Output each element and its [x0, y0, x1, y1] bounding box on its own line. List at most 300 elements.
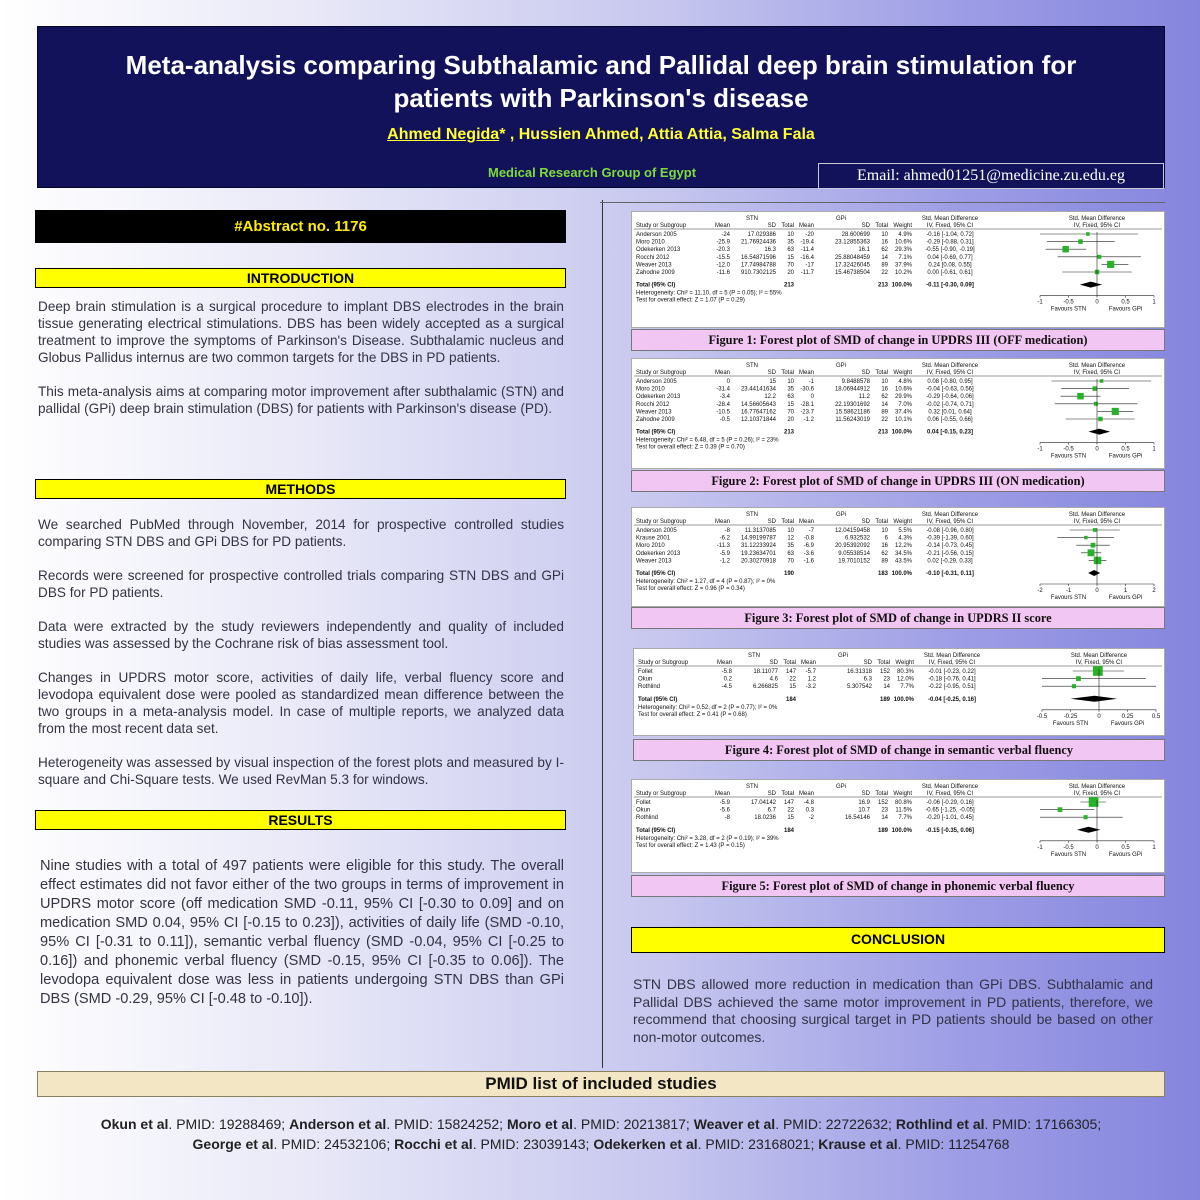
- total-row-ci: -0.15 [-0.35, 0.06]: [925, 827, 975, 834]
- forest-plot-1-svg: [632, 212, 1165, 328]
- results-text: [40, 857, 564, 1026]
- x-tick-label: -1: [1037, 844, 1043, 851]
- study-row-1-weight: 4.8%: [898, 379, 912, 385]
- study-row-4-stn-mean: -5.9: [719, 550, 730, 557]
- forest-plot-5-svg: [632, 780, 1165, 873]
- study-row-3-gpi-mean: -11.4: [800, 247, 814, 254]
- study-row-4-gpi-sd: 9.05538514: [838, 550, 870, 557]
- study-row-1-stn-n: 10: [787, 379, 794, 385]
- study-row-3-ci: -0.22 [-0.95, 0.51]: [928, 684, 976, 691]
- favours-gpi-label: Favours GPi: [1108, 306, 1143, 313]
- email-box: Email: ahmed01251@medicine.zu.edu.eg: [818, 163, 1164, 189]
- study-row-4-stn-mean: -28.4: [716, 401, 730, 408]
- heterogeneity-text: Heterogeneity: Chi² = 6.48, df = 5 (P = 0.26); I² = 23%: [636, 437, 779, 444]
- introduction-paragraph-1: Deep brain stimulation is a surgical procedure to implant DBS electrodes in the brain tissue generating electrical stimulations. DBS has been widely accepted as a surgical treatment to improve the symptoms of Parkinson's Disease. Subthalamic nucleus and Globus Pallidus internus are two common targets for the DBS in PD patients.: [38, 299, 564, 365]
- total-row-weight: 100.0%: [893, 696, 914, 703]
- col-header-study: Study or Subgroup: [636, 519, 687, 525]
- study-row-3-gpi-n: 14: [881, 815, 888, 822]
- methods-paragraph-2: Records were screened for prospective controlled trials comparing STN DBS and GPi DBS for PD patients.: [38, 568, 564, 600]
- col-header-total: Total: [781, 791, 794, 797]
- study-row-2-gpi-n: 16: [881, 386, 888, 393]
- pmid-author: Okun et al: [100, 1116, 169, 1132]
- study-row-4-gpi-n: 14: [881, 254, 888, 261]
- col-header-ci-right: IV, Fixed, 95% CI: [1073, 519, 1121, 525]
- pmid-number: . PMID: 23039143;: [472, 1136, 594, 1152]
- col-header-ci-right: IV, Fixed, 95% CI: [1073, 791, 1121, 797]
- study-row-1-weight: 5.5%: [898, 528, 912, 534]
- study-row-3-point: [1084, 815, 1088, 819]
- study-row-6-gpi-sd: 11.56243019: [835, 417, 870, 423]
- forest-plot-2-svg: [632, 359, 1165, 469]
- figure-1-caption: Figure 1: Forest plot of SMD of change in UPDRS III (OFF medication): [631, 329, 1165, 351]
- study-row-6-stn-n: 20: [787, 417, 794, 423]
- study-row-3-gpi-mean: -6.9: [803, 543, 814, 550]
- study-row-2-stn-mean: -25.9: [716, 239, 730, 246]
- total-row-stn-n: 213: [783, 429, 794, 436]
- study-row-1-stn-n: 147: [783, 800, 794, 806]
- study-row-2-stn-sd: 4.6: [769, 676, 778, 683]
- study-row-1-label: Follet: [638, 669, 653, 675]
- study-row-3-ci: -0.55 [-0.90, -0.19]: [925, 247, 975, 254]
- pmid-list: [40, 1114, 1162, 1154]
- study-row-5-point: [1107, 261, 1114, 268]
- forest-plot-4-svg: [634, 649, 1165, 736]
- study-row-4-gpi-sd: 22.19301692: [834, 401, 870, 408]
- study-row-1-weight: 80.3%: [896, 669, 914, 675]
- study-row-3-point: [1091, 543, 1096, 548]
- study-row-5-gpi-sd: 19.7010152: [838, 558, 870, 565]
- x-tick-label: -0.5: [1063, 446, 1074, 453]
- study-row-4-gpi-mean: -3.6: [803, 550, 814, 557]
- x-tick-label: -1: [1065, 588, 1072, 594]
- total-row-ci: -0.04 [-0.25, 0.16]: [927, 696, 977, 703]
- study-row-5-weight: 37.4%: [894, 409, 912, 416]
- favours-gpi-label: Favours GPi: [1108, 453, 1143, 460]
- x-tick-label: 0.5: [1121, 446, 1130, 453]
- study-row-1-ci: -0.06 [-0.29, 0.16]: [926, 800, 974, 806]
- col-header-sd: SD: [861, 370, 870, 376]
- study-row-2-ci: -0.29 [-0.88, 0.31]: [926, 239, 974, 246]
- study-row-5-ci: 0.32 [0.01, 0.64]: [928, 409, 972, 416]
- study-row-2-label: Okun: [636, 807, 651, 814]
- study-row-3-point: [1077, 393, 1084, 400]
- study-row-1-label: Anderson 2005: [636, 528, 677, 534]
- col-header-sd: SD: [767, 370, 776, 376]
- study-row-1-gpi-n: 152: [879, 669, 890, 675]
- study-row-5-label: Weaver 2013: [636, 262, 672, 269]
- study-row-2-stn-sd: 6.7: [767, 807, 776, 814]
- study-row-5-stn-mean: -1.2: [719, 558, 730, 565]
- col-header-stn: STN: [746, 363, 758, 369]
- forest-plot-3-svg: [632, 508, 1165, 607]
- study-row-4-weight: 7.0%: [898, 401, 912, 408]
- total-row-ci: -0.11 [-0.30, 0.09]: [926, 282, 974, 289]
- x-tick-label: 0: [1095, 844, 1099, 851]
- study-row-5-gpi-mean: -23.7: [800, 409, 814, 416]
- study-row-1-stn-n: 10: [787, 232, 794, 238]
- study-row-1-stn-sd: 15: [769, 379, 776, 385]
- col-header-mean: Mean: [714, 519, 730, 525]
- favours-stn-label: Favours STN: [1050, 453, 1087, 460]
- col-header-ci-left: IV, Fixed, 95% CI: [928, 660, 976, 666]
- pooled-diamond: [1088, 429, 1110, 435]
- overall-effect-text: Test for overall effect: Z = 1.43 (P = 0.15): [636, 842, 745, 849]
- study-row-4-gpi-n: 14: [881, 401, 888, 408]
- study-row-2-ci: -0.04 [-0.63, 0.56]: [926, 386, 974, 393]
- study-row-3-label: Rothlind: [636, 815, 659, 822]
- study-row-3-stn-mean: -11.3: [716, 543, 730, 550]
- pooled-diamond: [1088, 570, 1100, 576]
- col-header-smd-left: Std. Mean Difference: [921, 512, 979, 518]
- study-row-3-stn-n: 63: [787, 394, 794, 401]
- study-row-5-gpi-mean: -17: [805, 262, 814, 269]
- methods-text: [38, 516, 564, 805]
- study-row-2-stn-n: 22: [787, 807, 794, 814]
- study-row-5-weight: 37.9%: [894, 262, 912, 269]
- study-row-1-gpi-n: 10: [881, 528, 888, 534]
- methods-paragraph-4: Changes in UPDRS motor score, activities of daily life, verbal fluency score and levodopa equivalent dose were pooled as standardized mean difference between the two groups in a meta-analysis model. In case of multiple reports, we analyzed data from the most recent data set.: [38, 670, 564, 736]
- total-row-ci: -0.10 [-0.31, 0.11]: [926, 571, 974, 577]
- x-tick-label: -1: [1037, 299, 1043, 306]
- study-row-1-ci: -0.16 [-1.04, 0.72]: [926, 232, 974, 238]
- study-row-3-gpi-sd: 16.1: [858, 247, 870, 254]
- study-row-4-stn-n: 15: [787, 401, 794, 408]
- pmid-author: Moro et al: [506, 1116, 574, 1132]
- study-row-1-gpi-sd: 28.600699: [841, 232, 870, 238]
- favours-stn-label: Favours STN: [1050, 851, 1087, 858]
- study-row-4-gpi-mean: -28.1: [800, 401, 814, 408]
- col-header-ci-right: IV, Fixed, 95% CI: [1073, 223, 1121, 229]
- total-row-weight: 100.0%: [891, 827, 912, 834]
- study-row-2-label: Moro 2010: [636, 239, 665, 246]
- overall-effect-text: Test for overall effect: Z = 0.96 (P = 0.34): [636, 586, 745, 592]
- col-header-smd-right: Std. Mean Difference: [1068, 363, 1126, 369]
- pmid-line-1: [40, 1114, 1162, 1134]
- favours-gpi-label: Favours GPi: [1108, 595, 1143, 601]
- col-header-total: Total: [875, 223, 888, 229]
- col-header-weight: Weight: [893, 791, 912, 797]
- study-row-5-gpi-n: 89: [881, 262, 888, 269]
- pmid-number: . PMID: 15824252;: [386, 1116, 507, 1132]
- col-header-mean: Mean: [716, 660, 732, 666]
- pmid-number: . PMID: 19288469;: [168, 1116, 290, 1132]
- study-row-1-point: [1093, 528, 1097, 532]
- study-row-2-weight: 10.6%: [894, 386, 912, 393]
- study-row-1-gpi-mean: -1: [808, 379, 814, 385]
- col-header-study: Study or Subgroup: [636, 370, 687, 376]
- total-row-gpi-n: 189: [877, 827, 888, 834]
- forest-plot-2: [631, 358, 1165, 469]
- study-row-3-label: Odekerken 2013: [636, 394, 681, 401]
- study-row-6-gpi-n: 22: [881, 270, 888, 276]
- total-row-stn-n: 184: [783, 827, 794, 834]
- study-row-1-stn-mean: -5.8: [721, 669, 732, 675]
- study-row-5-gpi-sd: 17.32426045: [834, 262, 870, 269]
- study-row-1-stn-sd: 18.11077: [753, 669, 778, 675]
- study-row-4-ci: -0.21 [-0.56, 0.15]: [926, 550, 974, 557]
- x-tick-label: 0.25: [1121, 713, 1134, 720]
- study-row-6-ci: 0.00 [-0.61, 0.61]: [927, 270, 973, 276]
- study-row-4-weight: 7.1%: [898, 254, 912, 261]
- study-row-1-gpi-mean: -5.7: [805, 669, 816, 675]
- col-header-weight: Weight: [893, 223, 912, 229]
- col-header-total: Total: [781, 519, 794, 525]
- forest-plot-1: [631, 211, 1165, 328]
- x-tick-label: 0: [1095, 299, 1099, 306]
- study-row-2-gpi-mean: -19.4: [800, 239, 814, 246]
- study-row-2-ci: -0.18 [-0.76, 0.41]: [928, 676, 976, 683]
- study-row-2-stn-n: 22: [789, 676, 796, 683]
- study-row-6-gpi-mean: -11.7: [800, 270, 814, 276]
- col-header-ci-left: IV, Fixed, 95% CI: [926, 370, 974, 376]
- study-row-5-label: Weaver 2013: [636, 558, 672, 565]
- abstract-number: #Abstract no. 1176: [35, 210, 566, 243]
- study-row-1-ci: 0.08 [-0.80, 0.95]: [927, 379, 973, 385]
- study-row-5-stn-n: 70: [787, 409, 794, 416]
- title-line-1: Meta-analysis comparing Subthalamic and Pallidal deep brain stimulation for: [125, 50, 1077, 80]
- total-row-stn-n: 190: [783, 571, 794, 577]
- pmid-number: . PMID: 20213817;: [573, 1116, 694, 1132]
- favours-stn-label: Favours STN: [1050, 306, 1087, 313]
- col-header-smd-right: Std. Mean Difference: [1068, 784, 1126, 790]
- col-header-study: Study or Subgroup: [638, 660, 689, 666]
- study-row-1-stn-mean: -24: [721, 232, 730, 238]
- study-row-3-stn-mean: -8: [724, 815, 730, 822]
- total-row-weight: 100.0%: [891, 429, 912, 436]
- study-row-3-weight: 7.7%: [900, 684, 914, 691]
- results-paragraph-1: Nine studies with a total of 497 patients were eligible for this study. The overall effect estimates did not favor either of the two groups in terms of improvement in UPDRS motor score (off medication SMD -0.11, 95% CI [-0.30 to 0.09] and on medication SMD 0.04, 95% CI [-0.15 to 0.23]), activities of daily life (SMD -0.10, 95% CI [-0.31 to 0.11]), semantic verbal fluency (SMD -0.04, 95% CI [-0.25 to 0.16]) and phonemic verbal fluency (SMD -0.15, 95% CI [-0.35 to 0.06]). The levodopa equivalent dose was less in patients undergoing STN DBS than GPi DBS (SMD -0.29, 95% CI [-0.48 to -0.10]).: [40, 858, 564, 1007]
- study-row-1-gpi-n: 10: [881, 232, 888, 238]
- author-list: [38, 126, 1164, 144]
- study-row-4-ci: 0.04 [-0.69, 0.77]: [927, 254, 973, 261]
- study-row-4-stn-mean: -15.5: [716, 254, 730, 261]
- overall-effect-text: Test for overall effect: Z = 0.39 (P = 0.70): [636, 444, 745, 451]
- title-line-2: patients with Parkinson's disease: [393, 83, 809, 113]
- study-row-3-ci: -0.14 [-0.73, 0.45]: [926, 543, 974, 550]
- study-row-2-gpi-sd: 23.12855363: [834, 239, 870, 246]
- col-header-smd-left: Std. Mean Difference: [921, 363, 979, 369]
- study-row-3-stn-mean: -4.5: [721, 684, 732, 691]
- study-row-2-stn-n: 12: [787, 535, 794, 542]
- forest-plot-4: [633, 648, 1165, 736]
- col-header-stn: STN: [746, 512, 758, 518]
- study-row-2-weight: 4.3%: [898, 535, 912, 542]
- study-row-1-weight: 4.9%: [898, 232, 912, 238]
- study-row-3-gpi-mean: -2: [808, 815, 814, 822]
- study-row-5-stn-sd: 20.30270918: [740, 558, 776, 565]
- study-row-2-weight: 10.6%: [894, 239, 912, 246]
- col-header-total: Total: [875, 791, 888, 797]
- pooled-diamond: [1071, 696, 1118, 702]
- col-header-sd: SD: [767, 519, 776, 525]
- col-header-mean: Mean: [714, 370, 730, 376]
- pmid-author: Krause et al: [818, 1136, 898, 1152]
- study-row-1-point: [1086, 232, 1090, 236]
- study-row-2-stn-mean: 0.2: [723, 676, 732, 683]
- col-header-smd-right: Std. Mean Difference: [1070, 653, 1128, 659]
- study-row-2-gpi-n: 23: [881, 807, 888, 814]
- study-row-5-gpi-mean: -1.6: [803, 558, 814, 565]
- col-header-total: Total: [781, 223, 794, 229]
- results-heading: RESULTS: [35, 810, 566, 830]
- study-row-1-label: Anderson 2005: [636, 379, 677, 385]
- pmid-heading: PMID list of included studies: [37, 1071, 1165, 1097]
- study-row-2-ci: -0.39 [-1.39, 0.60]: [926, 535, 974, 542]
- pmid-line-2: [40, 1134, 1162, 1154]
- pooled-diamond: [1080, 282, 1102, 288]
- study-row-6-gpi-n: 22: [881, 417, 888, 423]
- study-row-3-weight: 29.3%: [894, 247, 912, 254]
- col-header-ci-left: IV, Fixed, 95% CI: [926, 791, 974, 797]
- study-row-3-ci: -0.29 [-0.64, 0.06]: [926, 394, 974, 401]
- heterogeneity-text: Heterogeneity: Chi² = 0.52, df = 2 (P = 0.77); I² = 0%: [638, 704, 778, 711]
- heterogeneity-text: Heterogeneity: Chi² = 3.28, df = 2 (P = 0.19); I² = 39%: [636, 835, 779, 842]
- study-row-1-stn-sd: 17.04142: [750, 800, 776, 806]
- study-row-5-stn-n: 70: [787, 558, 794, 565]
- study-row-3-stn-n: 35: [787, 543, 794, 550]
- total-row-label: Total (95% CI): [636, 827, 676, 834]
- study-row-5-gpi-sd: 15.58621186: [835, 409, 870, 416]
- col-header-sd: SD: [767, 791, 776, 797]
- study-row-2-gpi-mean: 0.3: [805, 807, 814, 814]
- study-row-1-stn-sd: 11.3137085: [744, 528, 776, 534]
- study-row-3-stn-sd: 31.12233924: [740, 543, 776, 550]
- study-row-1-gpi-n: 152: [877, 800, 888, 806]
- study-row-2-gpi-sd: 6.932532: [844, 535, 870, 542]
- figure-2-caption: Figure 2: Forest plot of SMD of change in UPDRS III (ON medication): [631, 470, 1165, 492]
- study-row-3-gpi-sd: 11.2: [858, 394, 870, 401]
- total-row-gpi-n: 189: [879, 696, 890, 703]
- top-divider: [600, 202, 1165, 203]
- study-row-3-stn-sd: 18.0236: [754, 815, 776, 822]
- study-row-2-gpi-n: 6: [884, 535, 888, 542]
- study-row-2-gpi-mean: 1.2: [807, 676, 816, 683]
- figure-3-caption: Figure 3: Forest plot of SMD of change in UPDRS II score: [631, 607, 1165, 629]
- study-row-2-stn-sd: 14.99199787: [740, 535, 776, 542]
- x-tick-label: -0.5: [1036, 713, 1048, 720]
- col-header-total: Total: [875, 519, 888, 525]
- study-row-3-gpi-n: 14: [883, 684, 890, 691]
- col-header-mean: Mean: [798, 519, 814, 525]
- study-row-2-gpi-n: 23: [883, 676, 890, 683]
- study-row-3-stn-mean: -3.4: [719, 394, 730, 401]
- study-row-5-label: Weaver 2013: [636, 409, 672, 416]
- col-header-smd-left: Std. Mean Difference: [923, 653, 981, 659]
- study-row-6-label: Zahodne 2009: [636, 270, 675, 276]
- other-authors: * , Hussien Ahmed, Attia Attia, Salma Fala: [499, 126, 815, 143]
- study-row-6-ci: 0.06 [-0.55, 0.66]: [927, 417, 973, 423]
- col-header-stn: STN: [748, 653, 760, 659]
- methods-paragraph-5: Heterogeneity was assessed by visual inspection of the forest plots and measured by I-square and Chi-Square tests. We used RevMan 5.3 for windows.: [38, 755, 564, 787]
- col-header-mean: Mean: [798, 370, 814, 376]
- study-row-6-stn-mean: -0.5: [719, 417, 730, 423]
- col-header-gpi: GPi: [835, 512, 847, 518]
- pmid-author: Odekerken et al: [593, 1136, 698, 1152]
- study-row-2-gpi-n: 16: [881, 239, 888, 246]
- total-row-label: Total (95% CI): [636, 282, 676, 289]
- col-header-weight: Weight: [893, 370, 912, 376]
- pmid-number: . PMID: 17166305;: [984, 1116, 1102, 1132]
- col-header-mean: Mean: [798, 223, 814, 229]
- introduction-paragraph-2: This meta-analysis aims at comparing motor improvement after subthalamic (STN) and pallidal (GPi) deep brain stimulation (DBS) for patients with Parkinson's disease (PD).: [38, 384, 564, 416]
- pmid-number: . PMID: 22722632;: [775, 1116, 896, 1132]
- study-row-3-gpi-sd: 5.307542: [846, 684, 872, 691]
- study-row-1-point: [1093, 666, 1103, 676]
- study-row-3-point: [1072, 684, 1076, 688]
- study-row-1-stn-n: 147: [785, 669, 796, 675]
- col-header-mean: Mean: [800, 660, 816, 666]
- study-row-3-weight: 29.9%: [894, 394, 912, 401]
- total-row-gpi-n: 183: [877, 571, 888, 577]
- x-tick-label: -0.5: [1063, 299, 1074, 306]
- total-row-weight: 100.0%: [891, 571, 912, 577]
- study-row-4-stn-sd: 14.56605643: [740, 401, 776, 408]
- study-row-4-stn-sd: 16.54871596: [740, 254, 776, 261]
- study-row-5-ci: 0.02 [-0.29, 0.33]: [927, 558, 973, 565]
- study-row-1-gpi-sd: 16.31318: [846, 669, 872, 675]
- col-header-mean: Mean: [714, 223, 730, 229]
- x-tick-label: -1: [1037, 446, 1043, 453]
- total-row-gpi-n: 213: [877, 429, 888, 436]
- col-header-total: Total: [877, 660, 890, 666]
- study-row-3-weight: 7.7%: [898, 815, 912, 822]
- study-row-3-stn-sd: 16.3: [764, 247, 776, 254]
- total-row-label: Total (95% CI): [636, 571, 676, 577]
- x-tick-label: -0.25: [1063, 713, 1078, 720]
- study-row-1-gpi-mean: -20: [805, 232, 814, 238]
- study-row-5-point: [1094, 557, 1102, 565]
- study-row-2-ci: -0.65 [-1.25, -0.05]: [925, 807, 975, 814]
- study-row-3-gpi-mean: -3.2: [805, 684, 816, 691]
- introduction-heading: INTRODUCTION: [35, 268, 566, 288]
- study-row-3-label: Rothlind: [638, 684, 661, 691]
- study-row-3-label: Moro 2010: [636, 543, 665, 550]
- study-row-1-point: [1100, 379, 1104, 383]
- pmid-author: Weaver et al: [693, 1116, 776, 1132]
- methods-paragraph-1: We searched PubMed through November, 2014 for prospective controlled studies comparing STN DBS and GPi DBS for PD patients.: [38, 517, 564, 549]
- x-tick-label: 0.5: [1121, 299, 1130, 306]
- col-header-smd-right: Std. Mean Difference: [1068, 216, 1126, 222]
- x-tick-label: 0: [1095, 588, 1099, 594]
- study-row-4-ci: -0.02 [-0.74, 0.71]: [926, 401, 974, 408]
- figure-5-caption: Figure 5: Forest plot of SMD of change in phonemic verbal fluency: [631, 875, 1165, 897]
- col-header-study: Study or Subgroup: [636, 223, 687, 229]
- study-row-2-stn-mean: -5.6: [719, 807, 730, 814]
- study-row-4-gpi-sd: 25.88048459: [834, 254, 870, 261]
- study-row-2-stn-mean: -31.4: [716, 386, 730, 393]
- study-row-3-stn-n: 63: [787, 247, 794, 254]
- study-row-5-stn-sd: 16.77647162: [740, 409, 776, 416]
- study-row-1-stn-mean: -8: [724, 528, 730, 534]
- study-row-1-gpi-mean: -4.8: [803, 800, 814, 806]
- col-header-sd: SD: [863, 660, 872, 666]
- col-header-gpi: GPi: [835, 216, 847, 222]
- study-row-1-label: Follet: [636, 800, 651, 806]
- conclusion-paragraph-1: STN DBS allowed more reduction in medication than GPi DBS. Subthalamic and Pallidal DBS achieved the same motor improvement in PD patients, therefore, we recommend that choosing surgical target in PD patients should be based on other non-motor outcomes.: [633, 976, 1153, 1045]
- col-header-gpi: GPi: [835, 784, 847, 790]
- methods-paragraph-3: Data were extracted by the study reviewers independently and quality of included studies was assessed by the Cochrane risk of bias assessment tool.: [38, 619, 564, 651]
- x-tick-label: 1: [1123, 588, 1128, 594]
- total-row-label: Total (95% CI): [636, 429, 676, 436]
- study-row-3-gpi-sd: 16.54146: [844, 815, 870, 822]
- col-header-mean: Mean: [714, 791, 730, 797]
- study-row-4-point: [1097, 255, 1101, 259]
- poster-header: [37, 26, 1165, 188]
- col-header-ci-left: IV, Fixed, 95% CI: [926, 519, 974, 525]
- x-tick-label: 2: [1152, 588, 1156, 594]
- study-row-4-weight: 34.5%: [894, 550, 912, 557]
- x-tick-label: 0.5: [1151, 713, 1161, 720]
